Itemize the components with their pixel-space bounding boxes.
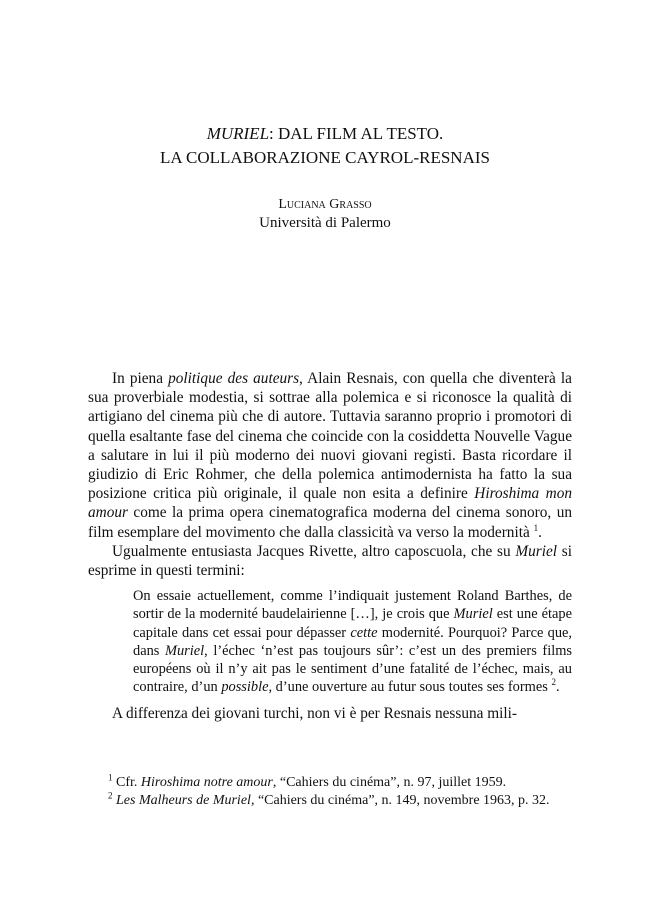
p2-italic-muriel: Muriel xyxy=(515,542,558,560)
title-line-2: LA COLLABORAZIONE CAYROL-RESNAIS xyxy=(160,148,490,167)
footnote-italic-title: Hiroshima notre amour xyxy=(140,775,273,790)
p1-text-c: , Alain Resnais, con quella che diventerà la sua proverbiale modestia, si sottrae alla polemica e si riconosce la qualità di artigiano del cinema più che di autore. Tuttavia saranno proprio i promotori di quella esaltante fase del cinema che coincide con la cosiddetta Nouvelle Vague a salutare in lui il più moderno dei nuovi giovani registi. Basta ricordare il giudizio di Eric Rohmer, che della polemica antimodernista ha fatto la sua posizione critica più originale, il quale non esita a definire xyxy=(88,370,572,503)
quote-italic-possible: possible xyxy=(221,679,269,696)
p1-italic-politique: politique des auteurs xyxy=(168,370,300,387)
footnotes xyxy=(88,774,572,810)
p2-text-a: Ugualmente entusiasta Jacques Rivette, altro caposcuola, che su xyxy=(112,542,516,560)
footnote-2 xyxy=(88,792,572,810)
title-italic-muriel: MURIEL xyxy=(206,124,270,143)
quote-italic-muriel-2: Muriel xyxy=(164,642,205,659)
block-quote xyxy=(133,587,572,696)
p1-italic-hiroshima: Hiroshima mon amour xyxy=(88,485,572,522)
author-affiliation: Università di Palermo xyxy=(259,215,391,231)
footnote-number: 1 xyxy=(108,772,113,783)
p1-text-a: In piena xyxy=(112,370,169,387)
quote-text-c: est une étape capitale dans cet essai pour dépasser xyxy=(133,606,572,641)
quote-italic-muriel-1: Muriel xyxy=(453,606,493,623)
footnote-number: 2 xyxy=(108,790,113,801)
quote-text-j: . xyxy=(555,679,560,696)
quote-text-i: , d’une ouverture au futur sous toutes ses formes xyxy=(268,679,552,696)
p1-text-e: come la prima opera cinematografica moderna del cinema sonoro, un film esemplare del movimento che dalla classicità va verso la modernità xyxy=(88,504,572,541)
body-text xyxy=(88,369,572,724)
footnote-ref-1[interactable]: 1 xyxy=(533,522,539,533)
footnote-italic-title: Les Malheurs de Muriel xyxy=(116,793,251,808)
footnote-text: , “Cahiers du cinéma”, n. 97, juillet 1959. xyxy=(272,775,507,790)
quote-paragraph xyxy=(133,587,572,696)
footnote-text: Cfr. xyxy=(112,775,141,790)
quote-text-e: modernité. Pourquoi? Parce que, dans xyxy=(133,624,573,659)
quote-text-a: On essaie actuellement, comme l’indiquait justement Roland Barthes, de sortir de la modernité baudelairienne […], je crois que xyxy=(133,588,572,623)
footnote-ref-2[interactable]: 2 xyxy=(551,677,556,688)
p1-text-f: . xyxy=(538,523,542,541)
author-name: Luciana Grasso xyxy=(278,197,372,212)
footnote-text: , “Cahiers du cinéma”, n. 149, novembre 1963, p. 32. xyxy=(250,793,550,808)
paragraph-2 xyxy=(88,542,572,580)
quote-text-g: , l’échec ‘n’est pas toujours sûr’: c’est un des premiers films européens où il n’y ait pas le sentiment d’une fatalité de l’échec, mais, au contraire, d’un xyxy=(133,642,572,696)
title-line-1 xyxy=(0,122,650,146)
author-block xyxy=(0,196,650,233)
p2-text-c: si esprime in questi termini: xyxy=(88,542,572,580)
paragraph-1 xyxy=(88,369,572,542)
paragraph-3: A differenza dei giovani turchi, non vi è per Resnais nessuna mili- xyxy=(112,705,517,723)
title-line-1-rest: : DAL FILM AL TESTO. xyxy=(269,124,444,143)
footnote-1 xyxy=(88,774,572,792)
quote-italic-cette: cette xyxy=(350,624,378,641)
article-title xyxy=(0,122,650,170)
